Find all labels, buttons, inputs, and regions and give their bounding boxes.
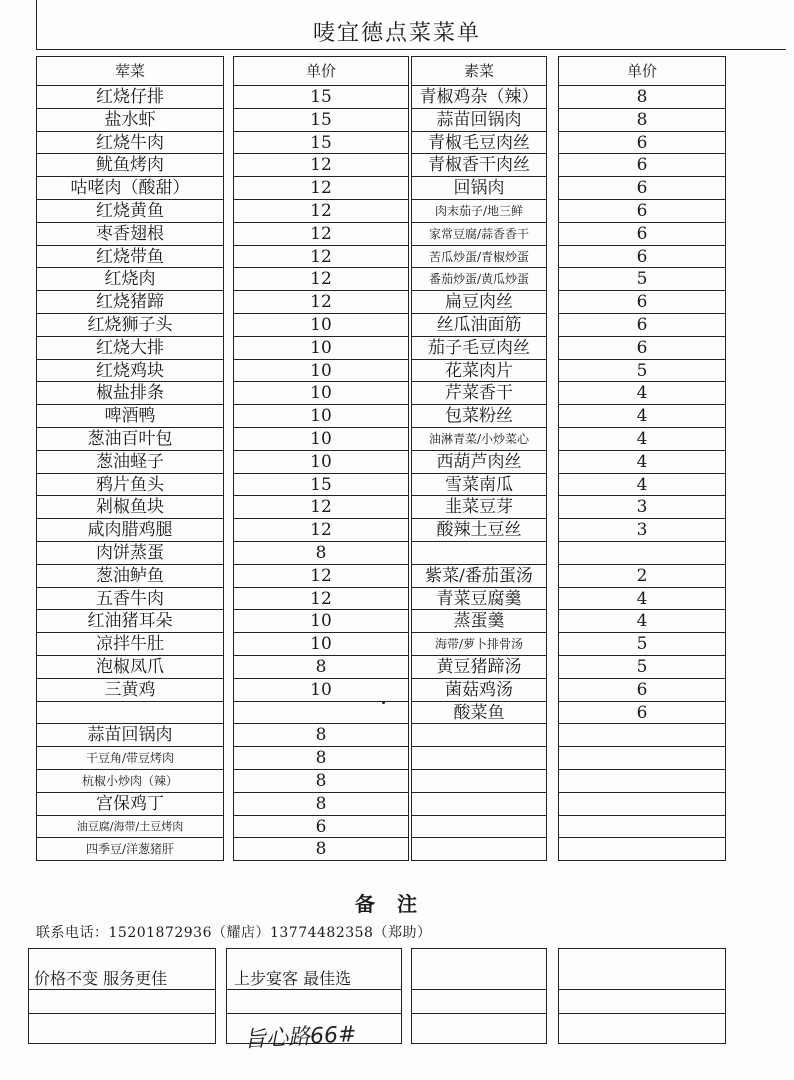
meat-item-name: 葱油百叶包: [36, 428, 224, 451]
meat-item-name: [36, 702, 224, 725]
veg-item-name: 油淋青菜/小炒菜心: [411, 428, 547, 451]
meat-item-name: 红油猪耳朵: [36, 610, 224, 633]
meat-item-name: 蒜苗回锅肉: [36, 724, 224, 747]
meat-item-price: 10: [233, 451, 409, 474]
meat-item-price: 12: [233, 200, 409, 223]
veg-item-name: 蒜苗回锅肉: [411, 109, 547, 132]
veg-item-name: [411, 793, 547, 816]
veg-item-name: 回锅肉: [411, 177, 547, 200]
veg-item-name: 扁豆肉丝: [411, 291, 547, 314]
veg-item-name: [411, 747, 547, 770]
meat-item-price: 8: [233, 793, 409, 816]
meat-item-name: 咕咾肉（酸甜）: [36, 177, 224, 200]
veg-item-name: 丝瓜油面筋: [411, 314, 547, 337]
ink-dot: [382, 701, 385, 704]
meat-item-price: 10: [233, 405, 409, 428]
veg-item-name: 西葫芦肉丝: [411, 451, 547, 474]
veg-item-price: 6: [558, 177, 726, 200]
veg-item-name: 青椒香干肉丝: [411, 154, 547, 177]
menu-title: 唛宜德点菜菜单: [312, 21, 481, 46]
slogan-right: 上步宴客 最佳选: [234, 969, 352, 988]
veg-item-name: 苦瓜炒蛋/青椒炒蛋: [411, 246, 547, 269]
veg-item-name: 紫菜/番茄蛋汤: [411, 565, 547, 588]
veg-item-price: [558, 747, 726, 770]
meat-header: 荤菜: [36, 56, 224, 86]
meat-item-price: 10: [233, 360, 409, 383]
notes-title: 备注: [355, 892, 439, 916]
veg-item-name: 番茄炒蛋/黄瓜炒蛋: [411, 268, 547, 291]
meat-item-price: 12: [233, 565, 409, 588]
note-box-4: [558, 948, 726, 1044]
veg-item-name: 蒸蛋羹: [411, 610, 547, 633]
meat-item-name: 咸肉腊鸡腿: [36, 519, 224, 542]
meat-item-name: 剁椒鱼块: [36, 496, 224, 519]
veg-item-name: 包菜粉丝: [411, 405, 547, 428]
meat-name-rows: [36, 86, 224, 861]
veg-item-name: 家常豆腐/蒜香香干: [411, 223, 547, 246]
meat-item-price: 15: [233, 474, 409, 497]
meat-item-price: 10: [233, 679, 409, 702]
veg-name-column: [411, 56, 547, 861]
handwritten-signature: 旨心路66#: [243, 1022, 358, 1053]
meat-item-price: 8: [233, 542, 409, 565]
veg-item-price: 5: [558, 360, 726, 383]
meat-item-name: 枣香翅根: [36, 223, 224, 246]
veg-item-name: [411, 816, 547, 839]
meat-item-name: 红烧狮子头: [36, 314, 224, 337]
veg-item-name: 芹菜香干: [411, 382, 547, 405]
veg-item-name: [411, 838, 547, 861]
veg-item-name: [411, 770, 547, 793]
meat-item-name: 肉饼蒸蛋: [36, 542, 224, 565]
veg-item-name: 青椒鸡杂（辣）: [411, 86, 547, 109]
meat-item-name: 鱿鱼烤肉: [36, 154, 224, 177]
meat-item-name: 红烧鸡块: [36, 360, 224, 383]
veg-item-name: 花菜肉片: [411, 360, 547, 383]
meat-item-price: 12: [233, 291, 409, 314]
meat-item-name: 椒盐排条: [36, 382, 224, 405]
veg-item-name: [411, 542, 547, 565]
veg-item-name: 酸菜鱼: [411, 702, 547, 725]
veg-item-price: 6: [558, 291, 726, 314]
meat-item-name: 红烧猪蹄: [36, 291, 224, 314]
meat-item-price: 12: [233, 223, 409, 246]
meat-item-price: 12: [233, 246, 409, 269]
veg-item-name: 青菜豆腐羹: [411, 588, 547, 611]
meat-item-name: 红烧带鱼: [36, 246, 224, 269]
veg-item-name: 茄子毛豆肉丝: [411, 337, 547, 360]
veg-item-price: 4: [558, 405, 726, 428]
veg-item-price: 5: [558, 268, 726, 291]
meat-name-column: [36, 56, 224, 861]
veg-item-price: 2: [558, 565, 726, 588]
veg-item-name: 海带/萝卜排骨汤: [411, 633, 547, 656]
veg-item-price: 6: [558, 200, 726, 223]
meat-item-name: 葱油鲈鱼: [36, 565, 224, 588]
veg-price-rows: [558, 86, 726, 861]
meat-item-price: 6: [233, 816, 409, 839]
meat-item-name: 红烧大排: [36, 337, 224, 360]
meat-item-name: 杭椒小炒肉（辣）: [36, 770, 224, 793]
meat-item-price: 8: [233, 747, 409, 770]
veg-item-price: 3: [558, 496, 726, 519]
meat-item-name: 红烧牛肉: [36, 132, 224, 155]
meat-item-name: 红烧黄鱼: [36, 200, 224, 223]
veg-item-price: 6: [558, 314, 726, 337]
veg-item-price: 4: [558, 382, 726, 405]
meat-item-name: 油豆腐/海带/土豆烤肉: [36, 816, 224, 839]
meat-item-price: 8: [233, 838, 409, 861]
meat-item-name: 盐水虾: [36, 109, 224, 132]
meat-item-name: 泡椒凤爪: [36, 656, 224, 679]
meat-item-price: 8: [233, 770, 409, 793]
meat-item-price: 10: [233, 428, 409, 451]
meat-item-name: 凉拌牛肚: [36, 633, 224, 656]
meat-item-price: 10: [233, 382, 409, 405]
veg-item-price: [558, 838, 726, 861]
note-box-3: [411, 948, 547, 1044]
meat-item-price: 8: [233, 724, 409, 747]
meat-item-name: 鸦片鱼头: [36, 474, 224, 497]
contact-phone: 联系电话：15201872936（耀店）13774482358（郑助）: [36, 925, 432, 941]
meat-item-name: 啤酒鸭: [36, 405, 224, 428]
veg-item-name: 青椒毛豆肉丝: [411, 132, 547, 155]
veg-item-price: 4: [558, 474, 726, 497]
veg-item-price: 6: [558, 679, 726, 702]
meat-item-name: 五香牛肉: [36, 588, 224, 611]
meat-item-price: 8: [233, 656, 409, 679]
meat-item-price: [233, 702, 409, 725]
meat-item-name: 葱油蛏子: [36, 451, 224, 474]
meat-item-price: 12: [233, 268, 409, 291]
veg-item-price: [558, 770, 726, 793]
veg-item-price: 4: [558, 428, 726, 451]
veg-item-price: 8: [558, 109, 726, 132]
header-rule: [36, 49, 786, 50]
meat-item-price: 15: [233, 109, 409, 132]
veg-header: 素菜: [411, 56, 547, 86]
meat-item-price: 12: [233, 496, 409, 519]
veg-item-name: 雪菜南瓜: [411, 474, 547, 497]
veg-item-price: 6: [558, 246, 726, 269]
veg-item-name: 韭菜豆芽: [411, 496, 547, 519]
veg-item-name: [411, 724, 547, 747]
veg-item-name: 肉末茄子/地三鲜: [411, 200, 547, 223]
veg-item-name: 菌菇鸡汤: [411, 679, 547, 702]
meat-item-price: 12: [233, 519, 409, 542]
veg-item-price: 6: [558, 702, 726, 725]
veg-price-header: 单价: [558, 56, 726, 86]
veg-item-price: [558, 724, 726, 747]
veg-item-price: 4: [558, 588, 726, 611]
veg-item-price: 6: [558, 154, 726, 177]
meat-item-name: 宫保鸡丁: [36, 793, 224, 816]
veg-item-price: 6: [558, 337, 726, 360]
meat-item-price: 10: [233, 633, 409, 656]
veg-item-price: 5: [558, 633, 726, 656]
meat-item-price: 15: [233, 132, 409, 155]
veg-price-column: [558, 56, 726, 861]
veg-item-price: [558, 816, 726, 839]
veg-item-price: 8: [558, 86, 726, 109]
meat-item-price: 12: [233, 177, 409, 200]
meat-item-name: 干豆角/带豆烤肉: [36, 747, 224, 770]
meat-price-column: [233, 56, 409, 861]
meat-item-name: 三黄鸡: [36, 679, 224, 702]
slogan-left: 价格不变 服务更佳: [34, 969, 168, 988]
meat-item-price: 10: [233, 610, 409, 633]
veg-item-name: 黄豆猪蹄汤: [411, 656, 547, 679]
meat-item-name: 四季豆/洋葱猪肝: [36, 838, 224, 861]
meat-price-header: 单价: [233, 56, 409, 86]
meat-item-name: 红烧肉: [36, 268, 224, 291]
meat-price-rows: [233, 86, 409, 861]
meat-item-price: 12: [233, 154, 409, 177]
meat-item-price: 10: [233, 337, 409, 360]
meat-item-price: 12: [233, 588, 409, 611]
veg-item-price: 5: [558, 656, 726, 679]
veg-item-name: 酸辣土豆丝: [411, 519, 547, 542]
note-box-1: [28, 948, 216, 1044]
meat-item-name: 红烧仔排: [36, 86, 224, 109]
veg-name-rows: [411, 86, 547, 861]
meat-item-price: 10: [233, 314, 409, 337]
veg-item-price: [558, 542, 726, 565]
veg-item-price: [558, 793, 726, 816]
veg-item-price: 6: [558, 223, 726, 246]
veg-item-price: 4: [558, 610, 726, 633]
veg-item-price: 4: [558, 451, 726, 474]
veg-item-price: 3: [558, 519, 726, 542]
veg-item-price: 6: [558, 132, 726, 155]
meat-item-price: 15: [233, 86, 409, 109]
